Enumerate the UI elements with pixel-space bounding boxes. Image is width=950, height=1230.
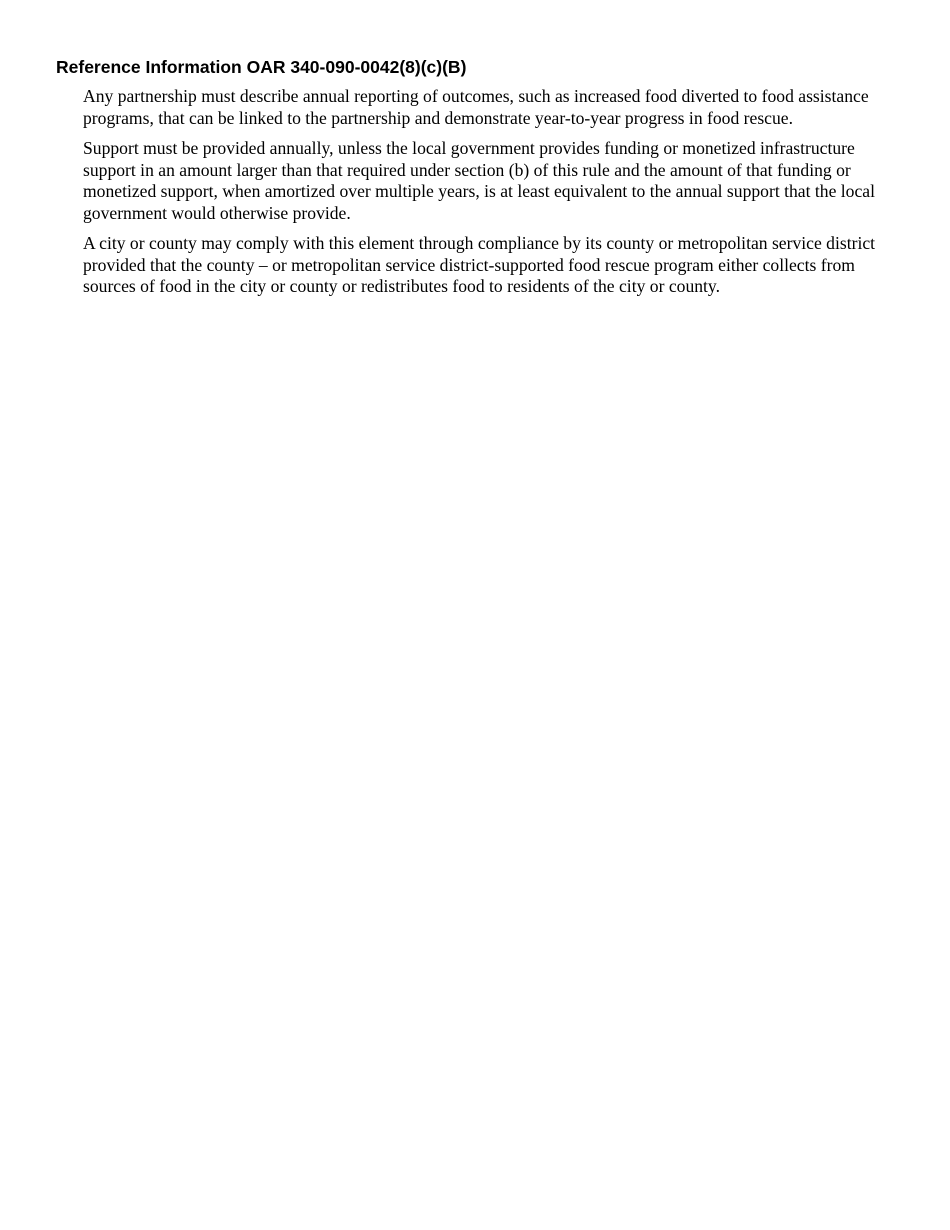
paragraph-partnership-reporting: Any partnership must describe annual reporting of outcomes, such as increased food diverted to food assistance programs, that can be linked to the partnership and demonstrate year-to-year progress in food rescue. xyxy=(83,86,869,128)
section-heading: Reference Information OAR 340-090-0042(8)(c)(B) xyxy=(56,57,467,77)
paragraph-annual-support: Support must be provided annually, unless the local government provides funding or monetized infrastructure support in an amount larger than that required under section (b) of this rule and the amount of that funding or monetized support, when amortized over multiple years, is at least equivalent to the annual support that the local government would otherwise provide. xyxy=(83,138,875,223)
reference-body xyxy=(83,86,903,307)
paragraph-city-county-compliance: A city or county may comply with this element through compliance by its county or metropolitan service district provided that the county – or metropolitan service district-supported food rescue program either collects from sources of food in the city or county or redistributes food to residents of the city or county. xyxy=(83,233,876,296)
